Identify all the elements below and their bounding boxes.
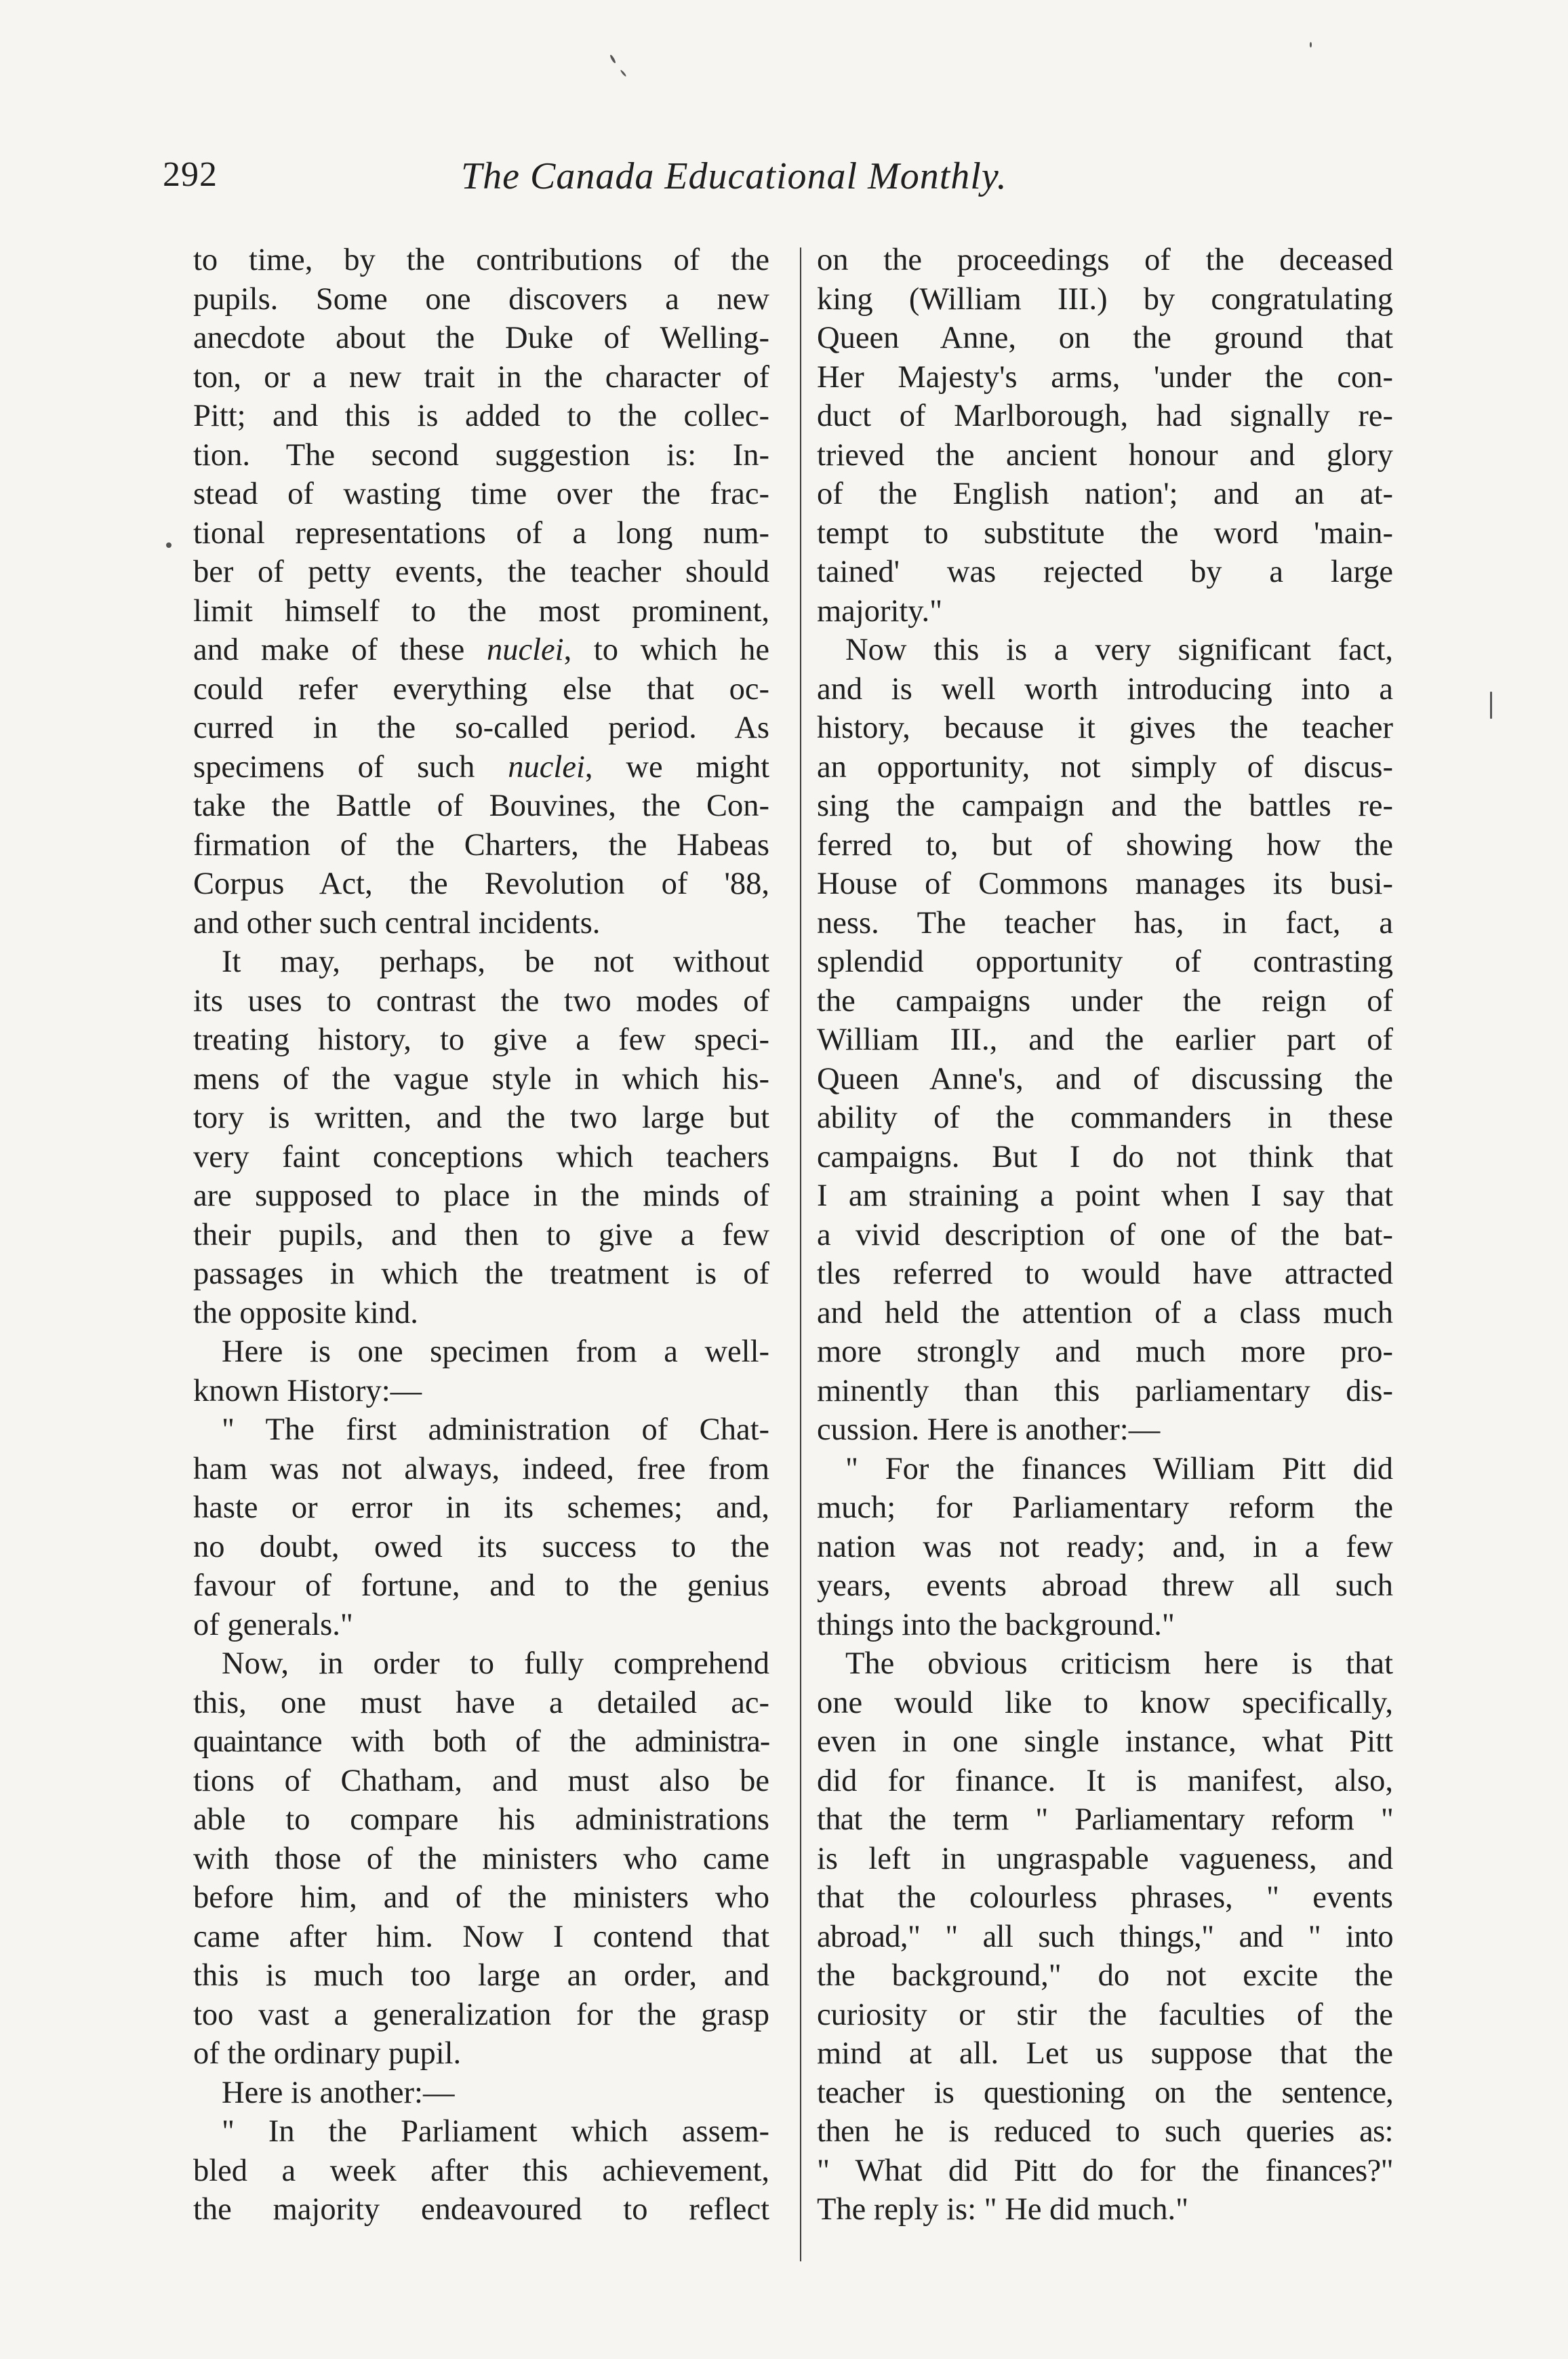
- text-line: I am straining a point when I say that: [817, 1178, 1393, 1213]
- page-header: [163, 155, 1288, 216]
- text-line: Now, in order to fully comprehend: [222, 1646, 769, 1681]
- text-line: their pupils, and then to give a few: [193, 1217, 769, 1252]
- running-title: The Canada Educational Monthly.: [461, 155, 1007, 197]
- text-line: the opposite kind.: [193, 1295, 418, 1330]
- italic-term: nuclei: [508, 749, 585, 785]
- paragraph: [817, 1644, 1393, 2229]
- text-line: splendid opportunity of contrasting: [817, 945, 1393, 979]
- left-column: [193, 241, 769, 2229]
- text-line: history, because it gives the teacher: [817, 711, 1393, 745]
- text-line: years, events abroad threw all such: [817, 1568, 1393, 1603]
- text-line: campaigns. But I do not think that: [817, 1139, 1393, 1174]
- text-line: tory is written, and the two large but: [193, 1101, 769, 1135]
- text-line: things into the background.": [817, 1607, 1175, 1642]
- text-line: came after him. Now I contend that: [193, 1919, 769, 1954]
- text-line: and other such central incidents.: [193, 905, 601, 940]
- text-line: tional representations of a long num-: [193, 515, 769, 551]
- text-line: very faint conceptions which teachers: [193, 1139, 769, 1174]
- text-line: Here is another:—: [222, 2075, 455, 2110]
- text-line: even in one single instance, what Pitt: [817, 1724, 1393, 1759]
- text-line: tions of Chatham, and must also be: [193, 1763, 769, 1798]
- text-fragment: and make of these: [193, 633, 465, 667]
- text-line: to time, by the contributions of the: [193, 243, 769, 277]
- text-line: nation was not ready; and, in a few: [817, 1529, 1393, 1564]
- text-line: king (William III.) by congratulating: [817, 281, 1393, 317]
- text-line: this is much too large an order, and: [193, 1958, 769, 1993]
- text-line: that the colourless phrases, " events: [817, 1880, 1393, 1915]
- text-line: could refer everything else that oc-: [193, 671, 769, 707]
- text-line: bled a week after this achievement,: [193, 2153, 769, 2188]
- text-line: firmation of the Charters, the Habeas: [193, 827, 769, 863]
- text-line: abroad," " all such things," and " into: [817, 1919, 1393, 1954]
- text-line: trieved the ancient honour and glory: [817, 437, 1393, 473]
- paragraph: [193, 943, 769, 1332]
- text-line: pupils. Some one discovers a new: [193, 281, 769, 317]
- text-line: [193, 631, 769, 670]
- scan-speck: [1310, 42, 1312, 47]
- block-quote: [193, 2112, 769, 2229]
- text-line: one would like to know specifically,: [817, 1685, 1393, 1720]
- text-line: House of Commons manages its busi-: [817, 867, 1393, 901]
- text-line: ferred to, but of showing how the: [817, 827, 1393, 863]
- text-line: " The first administration of Chat-: [222, 1412, 769, 1447]
- text-fragment: , to which he: [563, 633, 769, 667]
- text-line: stead of wasting time over the frac-: [193, 477, 769, 511]
- text-line: the campaigns under the reign of: [817, 983, 1393, 1018]
- text-line: too vast a generalization for the grasp: [193, 1997, 769, 2032]
- paragraph: [193, 2074, 769, 2113]
- paragraph: [193, 1332, 769, 1410]
- text-line: " In the Parliament which assem-: [222, 2114, 769, 2149]
- text-line: is left in ungraspable vagueness, and: [817, 1841, 1393, 1876]
- text-line: Queen Anne's, and of discussing the: [817, 1061, 1393, 1096]
- text-line: The obvious criticism here is that: [845, 1646, 1393, 1681]
- text-line: much; for Parliamentary reform the: [817, 1490, 1393, 1525]
- text-line: sing the campaign and the battles re-: [817, 789, 1393, 823]
- text-line: minently than this parliamentary dis-: [817, 1373, 1393, 1408]
- text-line: Now this is a very significant fact,: [845, 633, 1393, 667]
- text-line: tion. The second suggestion is: In-: [193, 437, 769, 473]
- text-line: of the ordinary pupil.: [193, 2036, 462, 2071]
- column-divider: [800, 247, 801, 2261]
- block-quote: [817, 241, 1393, 631]
- text-line: haste or error in its schemes; and,: [193, 1490, 769, 1525]
- paragraph: [817, 631, 1393, 1450]
- text-line: of the English nation'; and an at-: [817, 477, 1393, 511]
- text-line: The reply is: " He did much.": [817, 2192, 1189, 2227]
- text-line: limit himself to the most prominent,: [193, 593, 769, 629]
- text-line: its uses to contrast the two modes of: [193, 983, 769, 1018]
- text-line: ness. The teacher has, in fact, a: [817, 905, 1393, 940]
- text-line: " For the finances William Pitt did: [845, 1451, 1393, 1486]
- scan-speck: [609, 54, 616, 64]
- text-line: did for finance. It is manifest, also,: [817, 1763, 1393, 1798]
- text-line: tained' was rejected by a large: [817, 555, 1393, 589]
- text-line: able to compare his administrations: [193, 1802, 769, 1837]
- scan-speck: [620, 69, 626, 77]
- text-line: take the Battle of Bouvines, the Con-: [193, 789, 769, 823]
- text-line: majority.": [817, 593, 943, 629]
- text-line: anecdote about the Duke of Welling-: [193, 321, 769, 355]
- text-line: before him, and of the ministers who: [193, 1880, 769, 1915]
- text-line: [193, 748, 769, 787]
- scan-speck: [166, 542, 172, 548]
- text-line: cussion. Here is another:—: [817, 1412, 1161, 1447]
- right-column: [817, 241, 1393, 2229]
- text-line: ham was not always, indeed, free from: [193, 1451, 769, 1486]
- text-line: Corpus Act, the Revolution of '88,: [193, 867, 769, 901]
- text-line: teacher is questioning on the sentence,: [817, 2075, 1393, 2110]
- text-line: of generals.": [193, 1607, 353, 1642]
- block-quote: [193, 1410, 769, 1644]
- text-line: on the proceedings of the deceased: [817, 243, 1393, 277]
- text-line: the background," do not excite the: [817, 1958, 1393, 1993]
- text-line: a vivid description of one of the bat-: [817, 1217, 1393, 1252]
- text-line: and held the attention of a class much: [817, 1295, 1393, 1330]
- text-line: then he is reduced to such queries as:: [817, 2114, 1393, 2149]
- text-line: duct of Marlborough, had signally re-: [817, 399, 1393, 433]
- text-line: and is well worth introducing into a: [817, 671, 1393, 707]
- paragraph: [193, 241, 769, 943]
- text-line: that the term " Parliamentary reform ": [817, 1802, 1393, 1837]
- text-fragment: , we might: [584, 749, 769, 785]
- text-line: Queen Anne, on the ground that: [817, 321, 1393, 355]
- text-line: curiosity or stir the faculties of the: [817, 1997, 1393, 2032]
- text-line: the majority endeavoured to reflect: [193, 2192, 769, 2227]
- block-quote: [817, 1450, 1393, 1645]
- text-line: known History:—: [193, 1373, 422, 1408]
- text-line: ton, or a new trait in the character of: [193, 359, 769, 395]
- italic-term: nuclei: [486, 633, 564, 667]
- text-line: an opportunity, not simply of discus-: [817, 749, 1393, 785]
- text-line: It may, perhaps, be not without: [222, 945, 769, 979]
- text-line: tempt to substitute the word 'main-: [817, 515, 1393, 551]
- text-line: Her Majesty's arms, 'under the con-: [817, 359, 1393, 395]
- text-line: Here is one specimen from a well-: [222, 1334, 769, 1369]
- text-fragment: specimens of such: [193, 749, 475, 785]
- text-line: are supposed to place in the minds of: [193, 1178, 769, 1213]
- text-line: favour of fortune, and to the genius: [193, 1568, 769, 1603]
- text-line: mind at all. Let us suppose that the: [817, 2036, 1393, 2071]
- text-line: curred in the so-called period. As: [193, 711, 769, 745]
- scan-speck: [1490, 692, 1492, 719]
- text-line: Pitt; and this is added to the collec-: [193, 399, 769, 433]
- text-line: treating history, to give a few speci-: [193, 1023, 769, 1057]
- text-line: this, one must have a detailed ac-: [193, 1685, 769, 1720]
- text-line: no doubt, owed its success to the: [193, 1529, 769, 1564]
- text-line: William III., and the earlier part of: [817, 1023, 1393, 1057]
- page-number: 292: [163, 155, 218, 194]
- text-line: with those of the ministers who came: [193, 1841, 769, 1876]
- text-line: ber of petty events, the teacher should: [193, 555, 769, 589]
- text-line: more strongly and much more pro-: [817, 1334, 1393, 1369]
- paragraph: [193, 1644, 769, 2074]
- text-line: " What did Pitt do for the finances?": [817, 2153, 1393, 2188]
- text-line: tles referred to would have attracted: [817, 1256, 1393, 1291]
- text-line: ability of the commanders in these: [817, 1101, 1393, 1135]
- text-line: quaintance with both of the administra-: [193, 1724, 769, 1759]
- text-line: passages in which the treatment is of: [193, 1256, 769, 1291]
- text-line: mens of the vague style in which his-: [193, 1061, 769, 1096]
